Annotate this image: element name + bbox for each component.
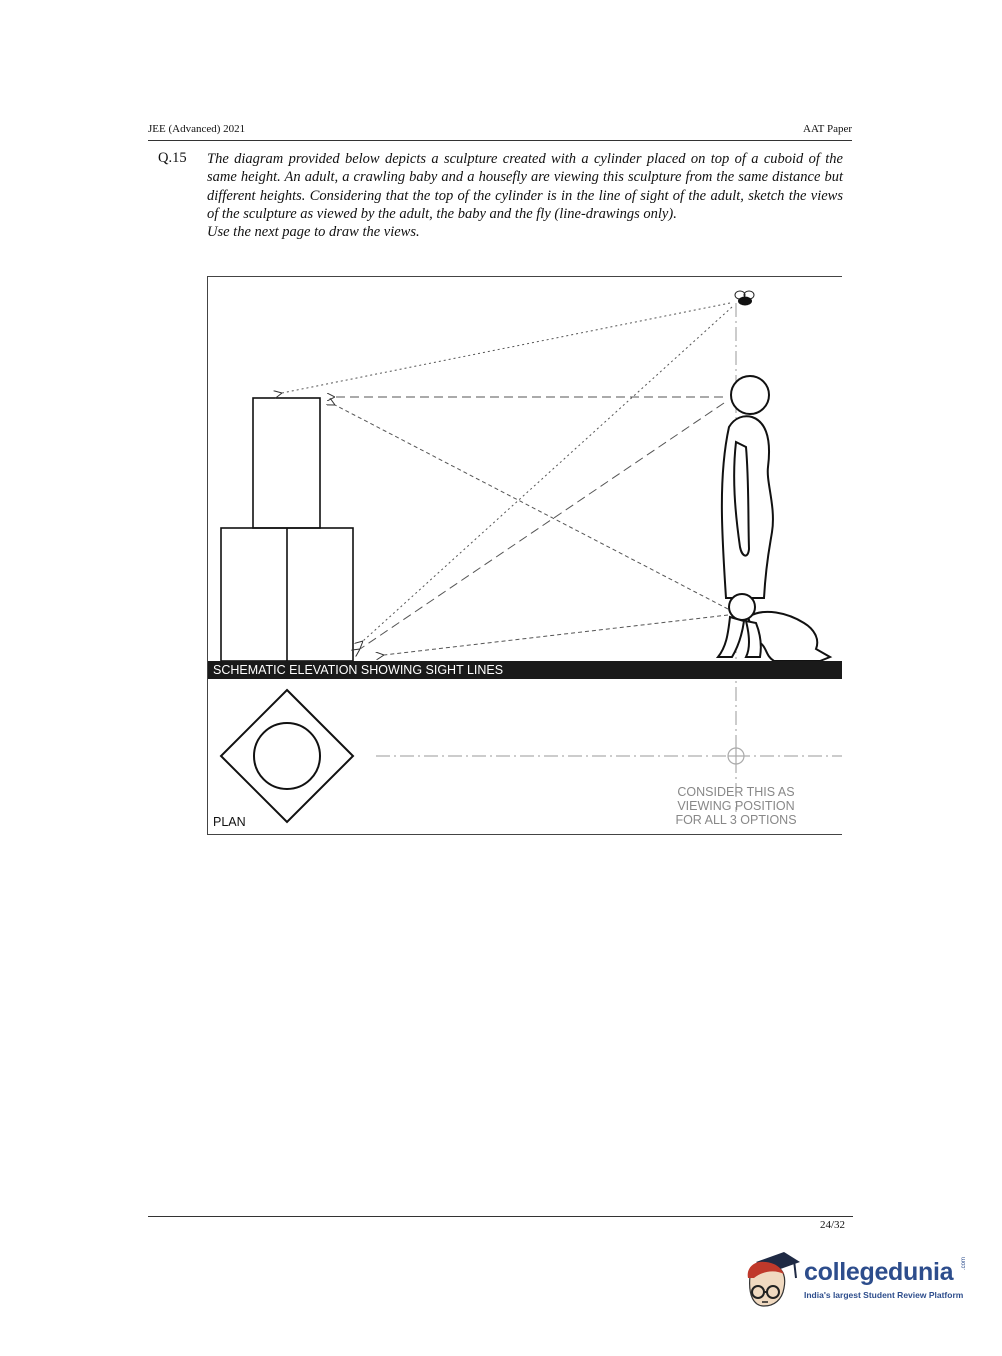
- footer-rule: [148, 1216, 853, 1217]
- question-body: The diagram provided below depicts a sculpture created with a cylinder placed on top of a cuboid of the same height. An adult, a crawling baby and a housefly are viewing this sculpture from the same distance but different heights. Considering that the top of the cylinder is in the line of sight of the adult, sketch the views of the sculpture as viewed by the adult, the baby and the fly (line-drawings only).: [207, 151, 843, 222]
- fly-sight-line-bottom: [363, 307, 732, 641]
- viewing-note-line-3: FOR ALL 3 OPTIONS: [675, 813, 797, 827]
- collegedunia-logo[interactable]: [740, 1248, 970, 1318]
- logo-tagline: India's largest Student Review Platform: [804, 1290, 964, 1300]
- cylinder-elevation: [253, 398, 320, 528]
- viewing-position-marker: [728, 748, 744, 764]
- baby-figure-icon: [718, 594, 830, 661]
- sight-lines: [282, 303, 732, 655]
- viewing-note-line-2: VIEWING POSITION: [677, 799, 795, 813]
- cuboid-plan: [221, 690, 353, 822]
- elevation-label: SCHEMATIC ELEVATION SHOWING SIGHT LINES: [213, 663, 504, 677]
- figure-drawing: [208, 277, 842, 834]
- logo-name: collegedunia: [804, 1258, 954, 1286]
- sight-lines-figure: [207, 276, 842, 835]
- sculpture-plan: [221, 690, 353, 822]
- adult-sight-line-bottom: [360, 403, 724, 649]
- paper-title: AAT Paper: [803, 123, 852, 135]
- adult-figure-icon: [722, 376, 773, 598]
- viewing-note-line-1: CONSIDER THIS AS: [677, 785, 795, 799]
- mascot-icon: [740, 1248, 802, 1318]
- page-number: 24/32: [820, 1219, 846, 1231]
- logo-suffix: .com: [961, 1256, 967, 1270]
- housefly-icon: [735, 291, 754, 306]
- plan-label: PLAN: [213, 815, 246, 829]
- page-header: [148, 122, 852, 141]
- question-text: [207, 150, 843, 241]
- question-number: Q.15: [158, 150, 187, 166]
- baby-sight-line-top: [335, 405, 728, 609]
- cylinder-plan: [254, 723, 320, 789]
- sculpture-elevation: [221, 398, 353, 661]
- exam-title: JEE (Advanced) 2021: [148, 123, 246, 135]
- question-instruction: Use the next page to draw the views.: [207, 224, 420, 241]
- baby-sight-line-bottom: [384, 615, 728, 655]
- fly-sight-line-top: [282, 303, 730, 393]
